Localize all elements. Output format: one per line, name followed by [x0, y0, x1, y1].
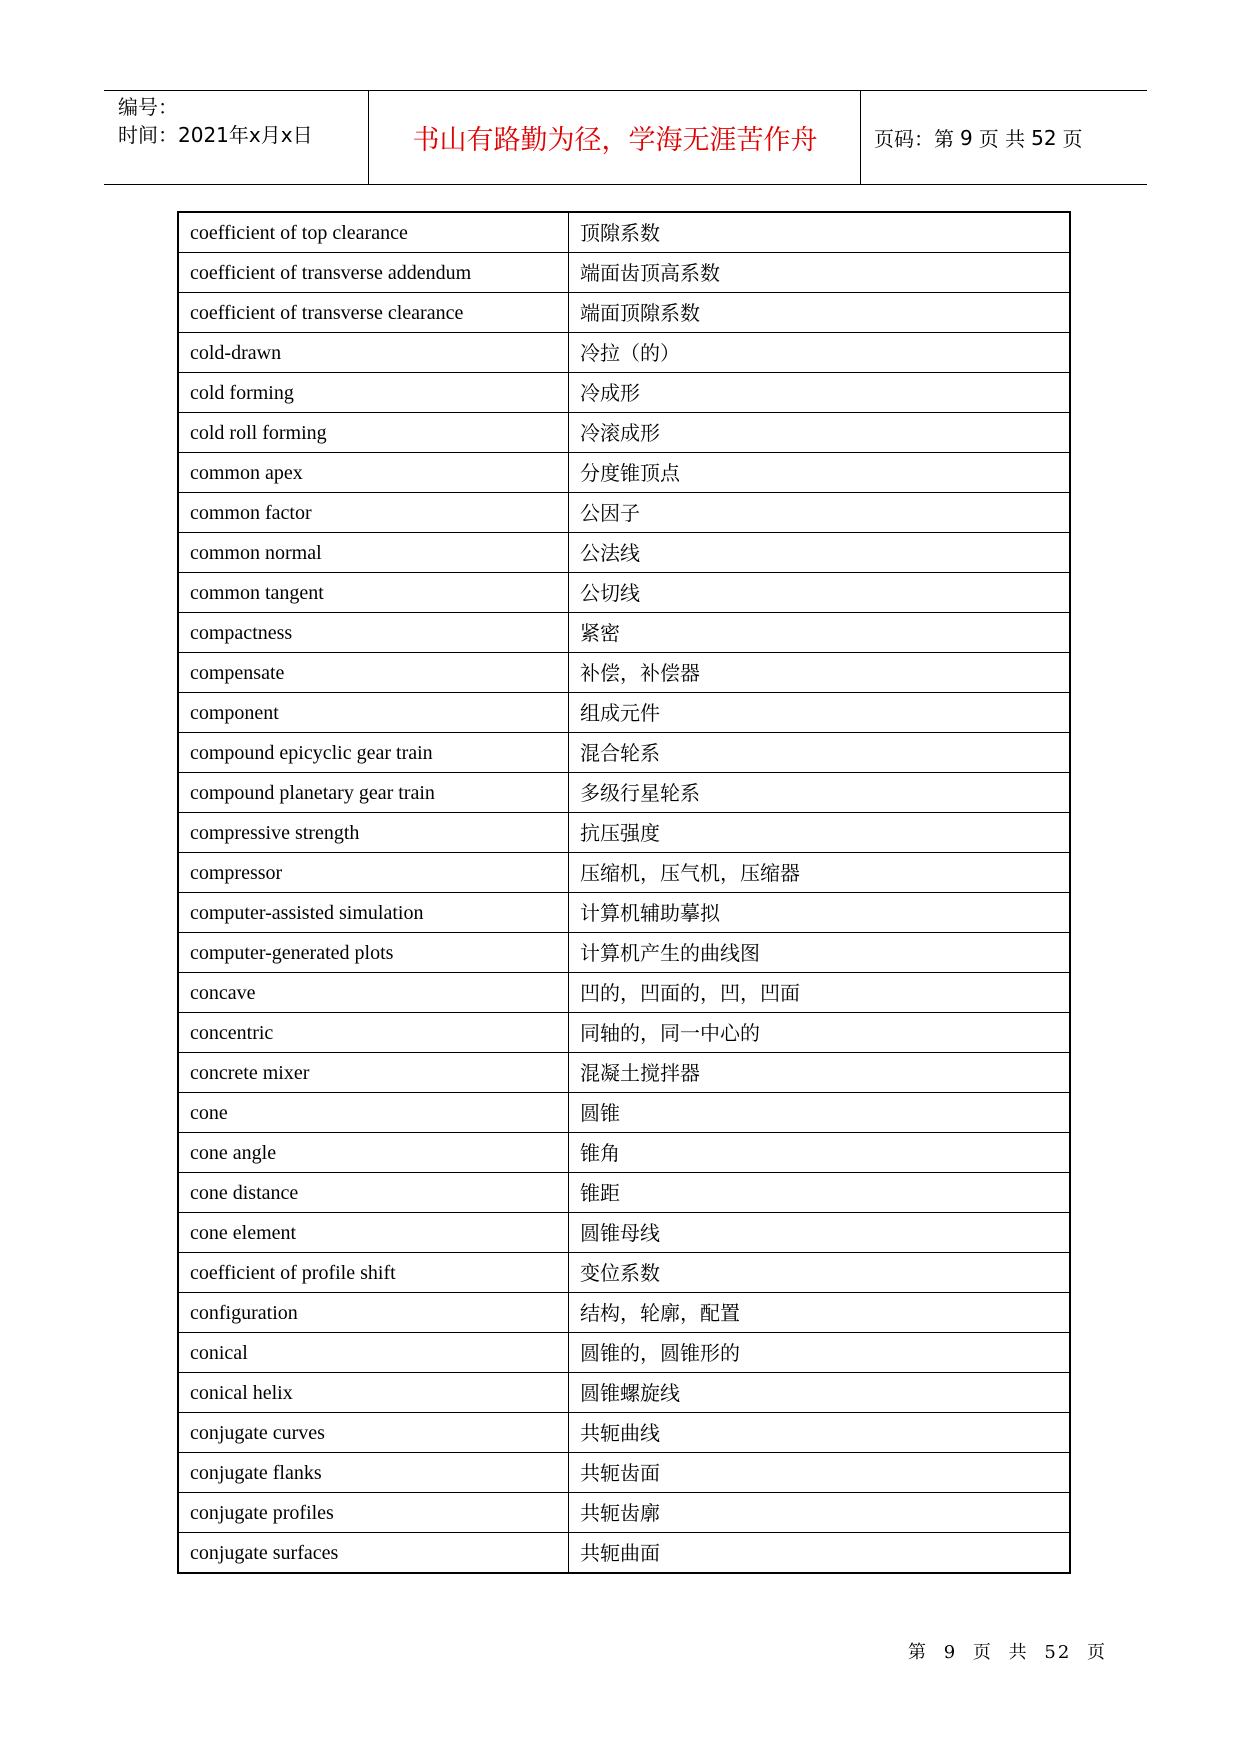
term-chinese: 计算机辅助摹拟: [569, 893, 1071, 933]
table-row: [178, 253, 1070, 293]
table-row: [178, 212, 1070, 253]
term-chinese: 锥距: [569, 1173, 1071, 1213]
term-english: component: [178, 693, 569, 733]
term-english: conical helix: [178, 1373, 569, 1413]
page-footer: [908, 1638, 1115, 1664]
term-chinese: 压缩机，压气机，压缩器: [569, 853, 1071, 893]
term-chinese: 冷滚成形: [569, 413, 1071, 453]
term-chinese: 公因子: [569, 493, 1071, 533]
table-row: [178, 1173, 1070, 1213]
term-chinese: 凹的，凹面的，凹，凹面: [569, 973, 1071, 1013]
term-english: common normal: [178, 533, 569, 573]
time-label: 时间：2021年x月x日: [118, 123, 313, 147]
term-english: conjugate flanks: [178, 1453, 569, 1493]
table-row: [178, 1013, 1070, 1053]
term-chinese: 共轭曲面: [569, 1533, 1071, 1574]
table-row: [178, 533, 1070, 573]
term-english: conical: [178, 1333, 569, 1373]
term-english: coefficient of transverse clearance: [178, 293, 569, 333]
table-row: [178, 1533, 1070, 1574]
table-row: [178, 1213, 1070, 1253]
term-chinese: 共轭齿廓: [569, 1493, 1071, 1533]
footer-suffix: 页: [1087, 1642, 1108, 1663]
table-row: [178, 773, 1070, 813]
header-meta: [118, 93, 313, 149]
table-row: [178, 293, 1070, 333]
term-english: configuration: [178, 1293, 569, 1333]
motto: 书山有路勤为径，学海无涯苦作舟: [412, 125, 818, 156]
table-row: [178, 1053, 1070, 1093]
table-row: [178, 1413, 1070, 1453]
term-chinese: 共轭曲线: [569, 1413, 1071, 1453]
table-row: [178, 493, 1070, 533]
footer-current: 9: [943, 1642, 958, 1663]
table-row: [178, 453, 1070, 493]
term-chinese: 端面顶隙系数: [569, 293, 1071, 333]
term-english: cold roll forming: [178, 413, 569, 453]
term-english: common factor: [178, 493, 569, 533]
term-chinese: 顶隙系数: [569, 212, 1071, 253]
table-row: [178, 933, 1070, 973]
term-english: concrete mixer: [178, 1053, 569, 1093]
term-english: concave: [178, 973, 569, 1013]
term-english: concentric: [178, 1013, 569, 1053]
term-english: coefficient of top clearance: [178, 212, 569, 253]
term-chinese: 变位系数: [569, 1253, 1071, 1293]
term-english: cold forming: [178, 373, 569, 413]
page-total: 52: [1031, 125, 1057, 150]
term-chinese: 公法线: [569, 533, 1071, 573]
term-english: computer-generated plots: [178, 933, 569, 973]
term-chinese: 端面齿顶高系数: [569, 253, 1071, 293]
term-english: conjugate profiles: [178, 1493, 569, 1533]
table-row: [178, 1333, 1070, 1373]
term-english: common tangent: [178, 573, 569, 613]
term-chinese: 紧密: [569, 613, 1071, 653]
term-english: common apex: [178, 453, 569, 493]
table-row: [178, 813, 1070, 853]
term-chinese: 分度锥顶点: [569, 453, 1071, 493]
footer-mid1: 页: [972, 1642, 993, 1663]
header-divider: [368, 91, 369, 184]
term-chinese: 结构，轮廓，配置: [569, 1293, 1071, 1333]
term-chinese: 圆锥螺旋线: [569, 1373, 1071, 1413]
term-chinese: 多级行星轮系: [569, 773, 1071, 813]
term-chinese: 同轴的，同一中心的: [569, 1013, 1071, 1053]
table-row: [178, 1133, 1070, 1173]
table-row: [178, 1293, 1070, 1333]
term-english: conjugate curves: [178, 1413, 569, 1453]
term-chinese: 混凝土搅拌器: [569, 1053, 1071, 1093]
term-english: compound epicyclic gear train: [178, 733, 569, 773]
term-chinese: 共轭齿面: [569, 1453, 1071, 1493]
glossary-table: [177, 211, 1071, 1574]
term-english: conjugate surfaces: [178, 1533, 569, 1574]
table-row: [178, 1253, 1070, 1293]
term-chinese: 公切线: [569, 573, 1071, 613]
page-label: 页码：第: [874, 127, 954, 151]
glossary-body: [178, 212, 1070, 1573]
serial-label: 编号：: [118, 95, 178, 119]
table-row: [178, 1373, 1070, 1413]
term-english: computer-assisted simulation: [178, 893, 569, 933]
table-row: [178, 733, 1070, 773]
term-english: cone: [178, 1093, 569, 1133]
table-row: [178, 413, 1070, 453]
term-english: compensate: [178, 653, 569, 693]
term-english: compressor: [178, 853, 569, 893]
term-chinese: 冷成形: [569, 373, 1071, 413]
table-row: [178, 693, 1070, 733]
term-english: coefficient of transverse addendum: [178, 253, 569, 293]
term-english: compound planetary gear train: [178, 773, 569, 813]
term-chinese: 计算机产生的曲线图: [569, 933, 1071, 973]
term-english: compactness: [178, 613, 569, 653]
term-english: compressive strength: [178, 813, 569, 853]
term-chinese: 组成元件: [569, 693, 1071, 733]
term-chinese: 混合轮系: [569, 733, 1071, 773]
footer-mid2: 共: [1008, 1642, 1029, 1663]
term-chinese: 冷拉（的）: [569, 333, 1071, 373]
header-divider: [860, 91, 861, 184]
page-header: [104, 90, 1147, 185]
term-chinese: 圆锥: [569, 1093, 1071, 1133]
table-row: [178, 613, 1070, 653]
term-english: cone distance: [178, 1173, 569, 1213]
footer-prefix: 第: [908, 1642, 928, 1663]
page-current: 9: [960, 125, 973, 150]
table-row: [178, 973, 1070, 1013]
table-row: [178, 1453, 1070, 1493]
term-english: cone angle: [178, 1133, 569, 1173]
table-row: [178, 1093, 1070, 1133]
header-page-number: [874, 91, 1089, 184]
term-english: coefficient of profile shift: [178, 1253, 569, 1293]
table-row: [178, 373, 1070, 413]
table-row: [178, 653, 1070, 693]
table-row: [178, 893, 1070, 933]
table-row: [178, 853, 1070, 893]
term-chinese: 抗压强度: [569, 813, 1071, 853]
page-suffix: 页: [1062, 127, 1083, 151]
table-row: [178, 573, 1070, 613]
term-english: cone element: [178, 1213, 569, 1253]
table-row: [178, 1493, 1070, 1533]
term-chinese: 圆锥母线: [569, 1213, 1071, 1253]
page-mid: 页 共: [978, 127, 1026, 151]
footer-total: 52: [1044, 1642, 1072, 1663]
term-chinese: 锥角: [569, 1133, 1071, 1173]
term-english: cold-drawn: [178, 333, 569, 373]
term-chinese: 补偿，补偿器: [569, 653, 1071, 693]
table-row: [178, 333, 1070, 373]
term-chinese: 圆锥的，圆锥形的: [569, 1333, 1071, 1373]
